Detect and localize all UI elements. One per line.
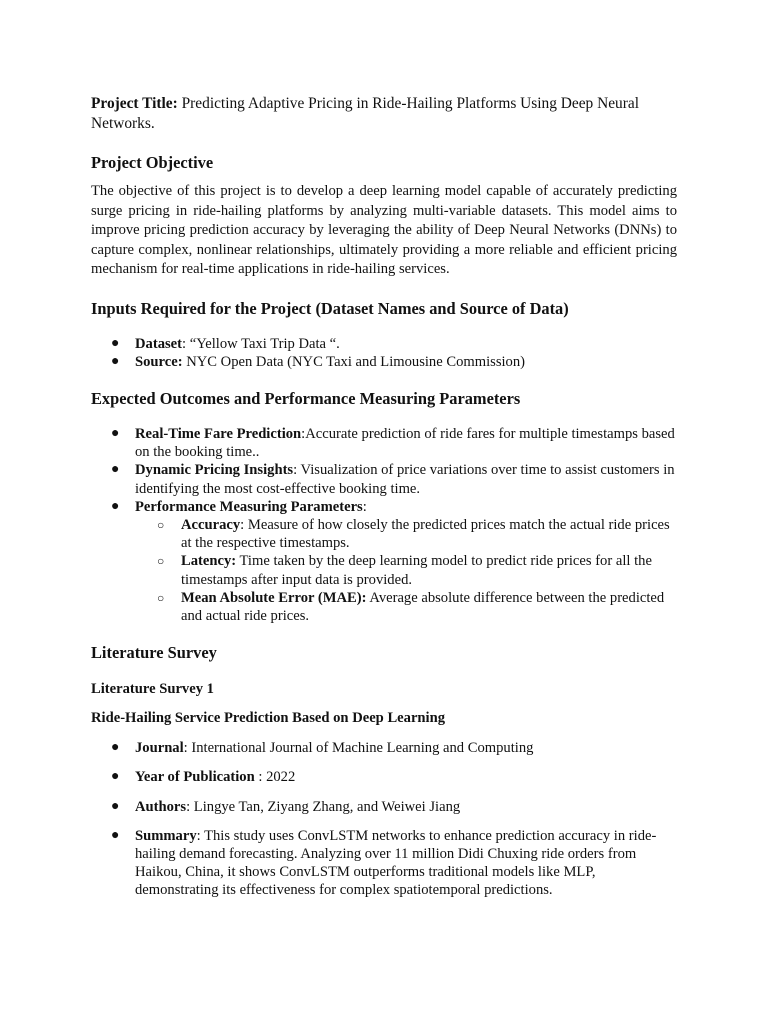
inputs-list <box>91 335 677 371</box>
item-label: Year of Publication <box>135 769 255 786</box>
item-text: : Measure of how closely the predicted prices match the actual ride prices at the respective timestamps. <box>181 516 670 552</box>
circle-bullet-icon: ○ <box>157 554 165 569</box>
item-label: Real-Time Fare Prediction <box>135 425 302 442</box>
survey1-list <box>91 739 677 899</box>
bullet-icon: ● <box>111 740 120 756</box>
item-label: Accuracy <box>181 516 241 533</box>
objective-heading: Project Objective <box>91 153 214 172</box>
sub-list-item <box>91 589 677 625</box>
inputs-heading: Inputs Required for the Project (Dataset Names and Source of Data) <box>91 298 569 318</box>
document-page <box>91 94 677 911</box>
item-label: Dynamic Pricing Insights <box>135 462 294 479</box>
list-item <box>91 798 677 816</box>
bullet-icon: ● <box>111 425 120 441</box>
bullet-icon: ● <box>111 353 120 369</box>
item-label: Source: <box>135 353 183 370</box>
list-item <box>91 768 677 786</box>
list-item <box>91 739 677 757</box>
sub-list-item <box>91 552 677 588</box>
item-label: Mean Absolute Error (MAE): <box>181 589 367 606</box>
item-text: :Accurate prediction of ride fares for multiple timestamps based on the booking time.. <box>135 425 675 461</box>
survey1-heading: Literature Survey 1 <box>91 681 214 698</box>
list-item <box>91 827 677 900</box>
item-label: Authors <box>135 798 187 815</box>
performance-sublist <box>91 516 677 625</box>
item-text: : 2022 <box>254 769 296 786</box>
list-item <box>91 353 677 371</box>
outcomes-list <box>91 425 677 516</box>
item-text: : “Yellow Taxi Trip Data “. <box>182 335 340 352</box>
item-text: : <box>362 498 367 515</box>
item-label: Summary <box>135 827 197 844</box>
list-item <box>91 461 677 497</box>
sub-list-item <box>91 516 677 552</box>
list-item <box>91 498 677 516</box>
circle-bullet-icon: ○ <box>157 517 165 532</box>
project-title <box>91 94 677 134</box>
item-label: Latency: <box>181 553 237 570</box>
item-text: Time taken by the deep learning model to predict ride prices for all the timestamps after input data is provided. <box>181 553 652 588</box>
bullet-icon: ● <box>111 498 120 514</box>
survey1-title: Ride-Hailing Service Prediction Based on Deep Learning <box>91 710 446 727</box>
item-text: : Lingye Tan, Ziyang Zhang, and Weiwei Jiang <box>186 798 461 815</box>
circle-bullet-icon: ○ <box>157 590 165 605</box>
item-label: Dataset <box>135 335 183 352</box>
bullet-icon: ● <box>111 798 120 814</box>
project-title-text: Predicting Adaptive Pricing in Ride-Hailing Platforms Using Deep Neural Networks. <box>91 95 639 132</box>
literature-heading: Literature Survey <box>91 643 217 663</box>
item-text: : Visualization of price variations over time to assist customers in identifying the most cost-effective booking time. <box>135 462 675 497</box>
item-text: NYC Open Data (NYC Taxi and Limousine Commission) <box>182 353 526 370</box>
item-text: : International Journal of Machine Learning and Computing <box>183 740 534 757</box>
bullet-icon: ● <box>111 827 120 843</box>
item-text: Average absolute difference between the predicted and actual ride prices. <box>181 589 665 624</box>
bullet-icon: ● <box>111 335 120 351</box>
bullet-icon: ● <box>111 769 120 785</box>
item-text: : This study uses ConvLSTM networks to enhance prediction accuracy in ride-hailing demand forecasting. Analyzing over 11 million Didi Chuxing ride orders from Haikou, China, it shows ConvLSTM outperforms traditional models like MLP, demonstrating its effectiveness for complex spatiotemporal predictions. <box>135 827 657 899</box>
objective-paragraph: The objective of this project is to develop a deep learning model capable of accurately predicting surge pricing in ride-hailing platforms by analyzing multi-variable datasets. This model aims to improve pricing prediction accuracy by leveraging the ability of Deep Neural Networks (DNNs) to capture complex, nonlinear relationships, ultimately providing a more reliable and efficient pricing mechanism for real-time applications in ride-hailing services. <box>91 183 677 277</box>
item-label: Performance Measuring Parameters <box>135 498 363 515</box>
bullet-icon: ● <box>111 462 120 478</box>
outcomes-heading: Expected Outcomes and Performance Measuring Parameters <box>91 388 521 408</box>
list-item <box>91 335 677 353</box>
project-title-label: Project Title: <box>91 95 178 112</box>
item-label: Journal <box>135 740 184 757</box>
list-item <box>91 425 677 461</box>
